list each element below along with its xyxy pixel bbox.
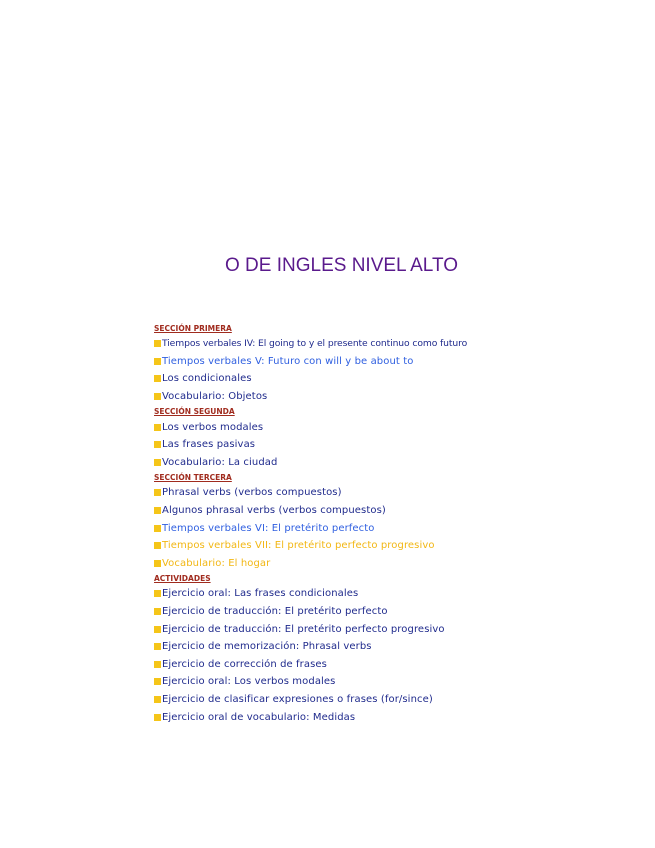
list-item xyxy=(154,656,634,674)
section-header: SECCIÓN PRIMERA xyxy=(154,324,232,333)
list-item xyxy=(154,519,634,537)
lesson-link[interactable]: Tiempos verbales V: Futuro con will y be about to xyxy=(162,355,414,367)
square-bullet-icon xyxy=(154,507,161,514)
square-bullet-icon xyxy=(154,661,161,668)
lesson-link[interactable]: Ejercicio oral: Las frases condicionales xyxy=(162,588,359,600)
lesson-link[interactable]: Ejercicio de traducción: El pretérito perfecto xyxy=(162,606,388,618)
list-item xyxy=(154,484,634,502)
lesson-link[interactable]: Vocabulario: Objetos xyxy=(162,391,268,403)
lesson-link[interactable]: Vocabulario: La ciudad xyxy=(162,456,278,468)
list-item xyxy=(154,335,634,353)
square-bullet-icon xyxy=(154,358,161,365)
lesson-link[interactable]: Ejercicio oral: Los verbos modales xyxy=(162,676,336,688)
lesson-link[interactable]: Ejercicio oral de vocabulario: Medidas xyxy=(162,711,356,723)
list-item xyxy=(154,708,634,726)
list-item xyxy=(154,585,634,603)
lesson-link[interactable]: Tiempos verbales VI: El pretérito perfecto xyxy=(162,522,375,534)
square-bullet-icon xyxy=(154,643,161,650)
lesson-link[interactable]: Las frases pasivas xyxy=(162,439,256,451)
lesson-link[interactable]: Phrasal verbs (verbos compuestos) xyxy=(162,487,342,499)
lesson-link[interactable]: Tiempos verbales IV: El going to y el presente continuo como futuro xyxy=(162,338,468,350)
lesson-link[interactable]: Los verbos modales xyxy=(162,421,264,433)
square-bullet-icon xyxy=(154,714,161,721)
lesson-link[interactable]: Ejercicio de clasificar expresiones o frases (for/since) xyxy=(162,693,433,705)
list-item xyxy=(154,502,634,520)
list-item xyxy=(154,370,634,388)
list-item xyxy=(154,454,634,472)
list-item xyxy=(154,603,634,621)
square-bullet-icon xyxy=(154,560,161,567)
list-item xyxy=(154,418,634,436)
lesson-link[interactable]: Algunos phrasal verbs (verbos compuestos) xyxy=(162,505,386,517)
square-bullet-icon xyxy=(154,626,161,633)
lesson-link[interactable]: Ejercicio de traducción: El pretérito perfecto progresivo xyxy=(162,623,445,635)
list-item xyxy=(154,691,634,709)
lesson-link[interactable]: Ejercicio de memorización: Phrasal verbs xyxy=(162,641,372,653)
list-item xyxy=(154,638,634,656)
lesson-link[interactable]: Los condicionales xyxy=(162,373,252,385)
lesson-link[interactable]: Ejercicio de corrección de frases xyxy=(162,658,327,670)
lesson-link[interactable]: Tiempos verbales VII: El pretérito perfecto progresivo xyxy=(162,540,435,552)
list-item xyxy=(154,620,634,638)
list-item xyxy=(154,353,634,371)
page-title: O DE INGLES NIVEL ALTO xyxy=(225,255,459,276)
list-item xyxy=(154,673,634,691)
square-bullet-icon xyxy=(154,525,161,532)
square-bullet-icon xyxy=(154,340,161,347)
list-item xyxy=(154,555,634,573)
list-item xyxy=(154,537,634,555)
list-item xyxy=(154,388,634,406)
square-bullet-icon xyxy=(154,489,161,496)
square-bullet-icon xyxy=(154,393,161,400)
list-item xyxy=(154,436,634,454)
square-bullet-icon xyxy=(154,608,161,615)
square-bullet-icon xyxy=(154,441,161,448)
section-header: ACTIVIDADES xyxy=(154,574,211,584)
square-bullet-icon xyxy=(154,542,161,549)
square-bullet-icon xyxy=(154,424,161,431)
course-index xyxy=(154,322,634,726)
lesson-link[interactable]: Vocabulario: El hogar xyxy=(162,557,271,569)
section-header: SECCIÓN SEGUNDA xyxy=(154,407,235,417)
section-header: SECCIÓN TERCERA xyxy=(154,473,232,483)
square-bullet-icon xyxy=(154,459,161,466)
square-bullet-icon xyxy=(154,375,161,382)
square-bullet-icon xyxy=(154,678,161,685)
square-bullet-icon xyxy=(154,696,161,703)
square-bullet-icon xyxy=(154,590,161,597)
